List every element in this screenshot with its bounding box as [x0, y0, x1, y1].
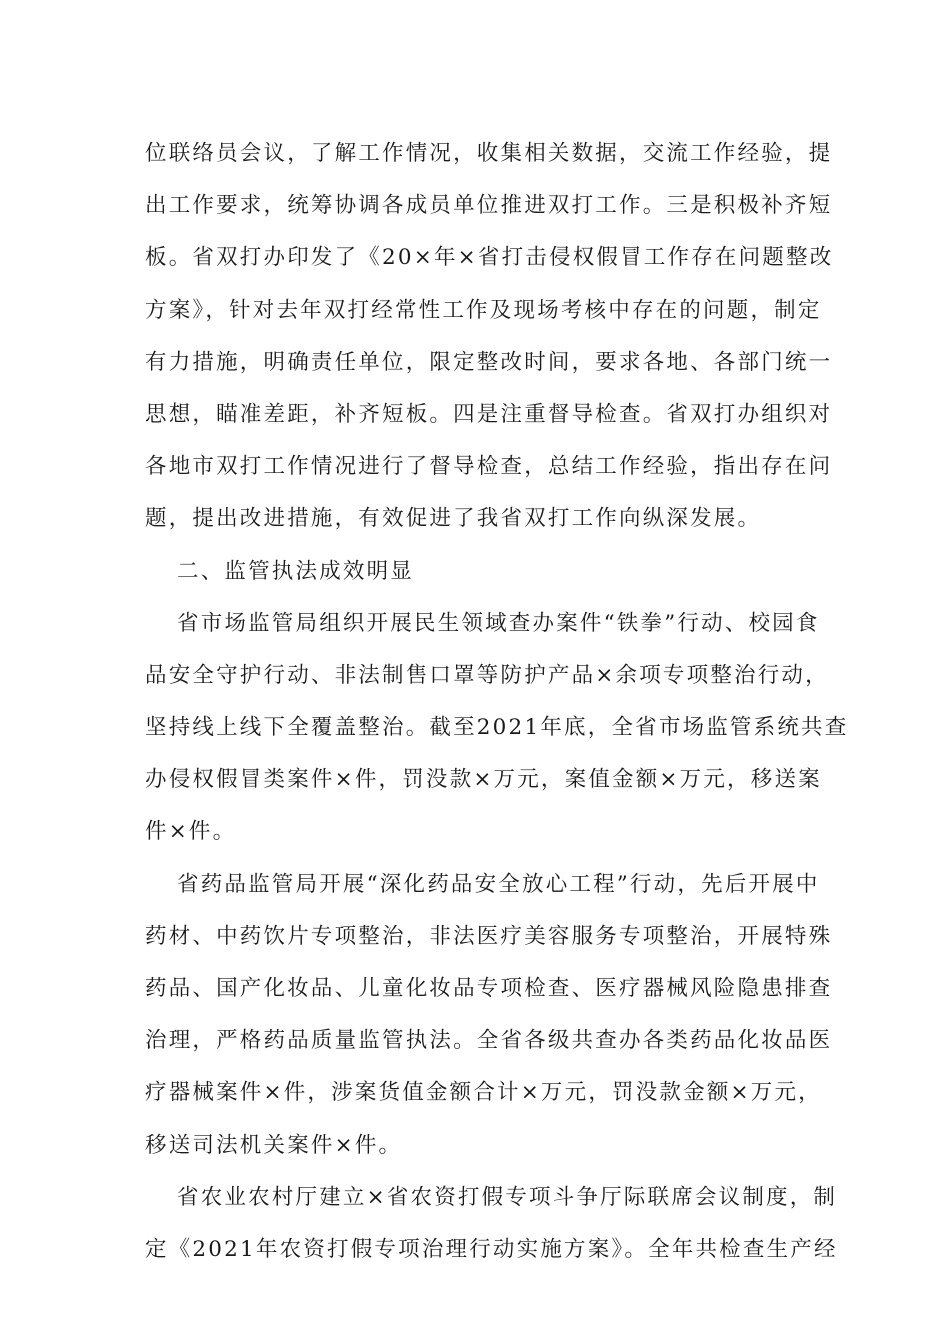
text-line: 移送司法机关案件×件。 [145, 1132, 403, 1158]
text-line: 药材、中药饮片专项整治，非法医疗美容服务专项整治，开展特殊 [145, 923, 833, 949]
body-text [145, 128, 849, 1276]
text-line: 治理，严格药品质量监管执法。全省各级共查办各类药品化妆品医 [145, 1028, 833, 1054]
text-line: 二、监管执法成效明显 [177, 558, 415, 584]
text-line: 件×件。 [145, 819, 237, 845]
text-line: 各地市双打工作情况进行了督导检查，总结工作经验，指出存在问 [145, 454, 833, 480]
text-line: 有力措施，明确责任单位，限定整改时间，要求各地、各部门统一 [145, 349, 833, 375]
text-line: 药品、国产化妆品、儿童化妆品专项检查、医疗器械风险隐患排查 [145, 976, 833, 1001]
text-line: 位联络员会议，了解工作情况，收集相关数据，交流工作经验，提 [145, 141, 833, 166]
text-line: 定《2021年农资打假专项治理行动实施方案》。全年共检查生产经 [145, 1236, 838, 1262]
text-line: 方案》，针对去年双打经常性工作及现场考核中存在的问题，制定 [145, 297, 822, 323]
text-line: 省药品监管局开展“深化药品安全放心工程”行动，先后开展中 [177, 871, 820, 897]
text-line: 题，提出改进措施，有效促进了我省双打工作向纵深发展。 [145, 506, 762, 532]
text-line: 省农业农村厅建立×省农资打假专项斗争厅际联席会议制度，制 [177, 1184, 838, 1210]
text-line: 省市场监管局组织开展民生领域查办案件“铁拳”行动、校园食 [177, 610, 820, 636]
text-line: 疗器械案件×件，涉案货值金额合计×万元，罚没款金额×万元， [145, 1080, 822, 1106]
text-line: 板。省双打办印发了《20×年×省打击侵权假冒工作存在问题整改 [145, 245, 834, 271]
text-line: 出工作要求，统筹协调各成员单位推进双打工作。三是积极补齐短 [145, 193, 833, 219]
text-line: 品安全守护行动、非法制售口罩等防护产品×余项专项整治行动， [145, 662, 829, 688]
text-line: 思想，瞄准差距，补齐短板。四是注重督导检查。省双打办组织对 [145, 401, 833, 427]
text-line: 坚持线上线下全覆盖整治。截至2021年底，全省市场监管系统共查 [145, 715, 849, 741]
text-line: 办侵权假冒类案件×件，罚没款×万元，案值金额×万元，移送案 [145, 767, 822, 793]
